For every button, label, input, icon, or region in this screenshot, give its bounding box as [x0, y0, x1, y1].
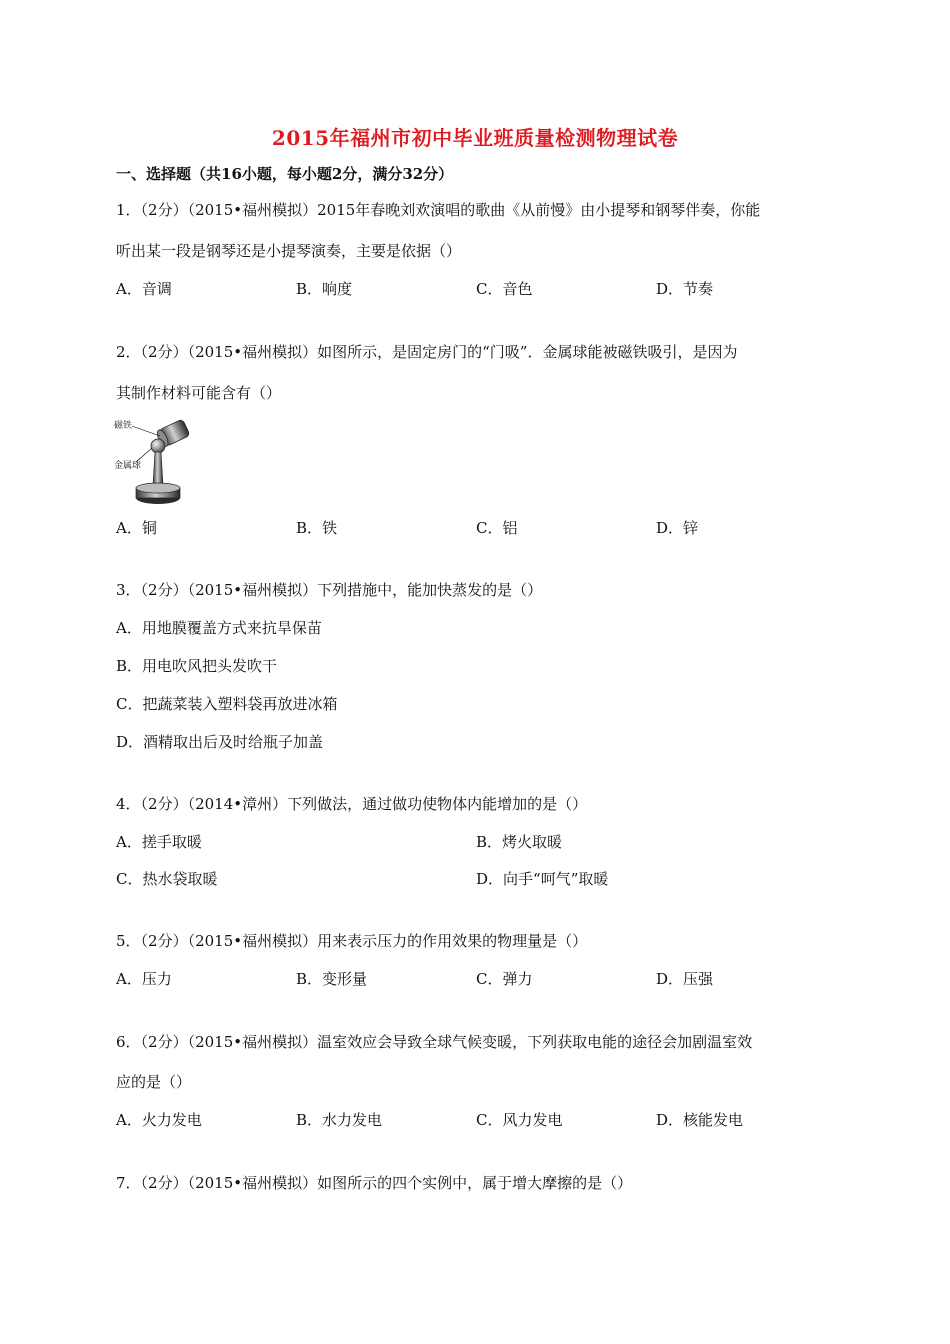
section-heading: 一、选择题（共16小题，每小题2分，满分32分） [116, 165, 454, 183]
question-6-option-c: C．风力发电 [476, 1111, 563, 1129]
question-1-option-a: A．音调 [116, 280, 172, 298]
metal-ball-label: 金属球 [114, 461, 142, 471]
question-5-option-a: A．压力 [116, 970, 172, 988]
question-6-option-b: B．水力发电 [296, 1111, 383, 1129]
question-5-line-1: 5．（2分）（2015•福州模拟）用来表示压力的作用效果的物理量是（） [116, 932, 588, 950]
question-1-option-c: C．音色 [476, 280, 533, 298]
door-stop-figure [114, 416, 194, 510]
question-5-option-c: C．弹力 [476, 970, 533, 988]
question-4-option-b: B．烤火取暖 [476, 833, 563, 851]
question-4-option-d: D．向手“呵气”取暖 [476, 870, 609, 888]
question-3-line-1: 3．（2分）（2015•福州模拟）下列措施中，能加快蒸发的是（） [116, 581, 543, 599]
question-3-option-c: C．把蔬菜装入塑料袋再放进冰箱 [116, 695, 338, 713]
question-1-line-2: 听出某一段是钢琴还是小提琴演奏，主要是依据（） [116, 242, 462, 260]
question-6-line-1: 6．（2分）（2015•福州模拟）温室效应会导致全球气候变暖，下列获取电能的途径会加剧温室效 [116, 1033, 753, 1051]
question-5-option-d: D．压强 [656, 970, 714, 988]
question-3-option-b: B．用电吹风把头发吹干 [116, 657, 278, 675]
question-2-option-b: B．铁 [296, 519, 338, 537]
question-5-option-b: B．变形量 [296, 970, 368, 988]
question-4-option-a: A．搓手取暖 [116, 833, 202, 851]
question-2-line-1: 2．（2分）（2015•福州模拟）如图所示，是固定房门的“门吸”．金属球能被磁铁吸引，是因为 [116, 343, 738, 361]
question-4-line-1: 4．（2分）（2014•漳州）下列做法，通过做功使物体内能增加的是（） [116, 795, 588, 813]
question-2-option-c: C．铝 [476, 519, 518, 537]
question-6-option-a: A．火力发电 [116, 1111, 202, 1129]
question-2-option-d: D．锌 [656, 519, 699, 537]
question-3-option-d: D．酒精取出后及时给瓶子加盖 [116, 733, 324, 751]
magnet-label: 磁铁 [114, 421, 133, 431]
question-3-option-a: A．用地膜覆盖方式来抗旱保苗 [116, 619, 322, 637]
question-6-option-d: D．核能发电 [656, 1111, 744, 1129]
question-2-line-2: 其制作材料可能含有（） [116, 384, 282, 402]
question-1-option-d: D．节奏 [656, 280, 714, 298]
question-2-option-a: A．铜 [116, 519, 157, 537]
question-1-option-b: B．响度 [296, 280, 353, 298]
question-4-option-c: C．热水袋取暖 [116, 870, 218, 888]
question-7-line-1: 7．（2分）（2015•福州模拟）如图所示的四个实例中，属于增大摩擦的是（） [116, 1174, 633, 1192]
question-1-line-1: 1．（2分）（2015•福州模拟）2015年春晚刘欢演唱的歌曲《从前慢》由小提琴和钢琴伴奏，你能 [116, 201, 761, 219]
exam-title: 2015年福州市初中毕业班质量检测物理试卷 [271, 126, 679, 150]
question-6-line-2: 应的是（） [116, 1073, 192, 1091]
